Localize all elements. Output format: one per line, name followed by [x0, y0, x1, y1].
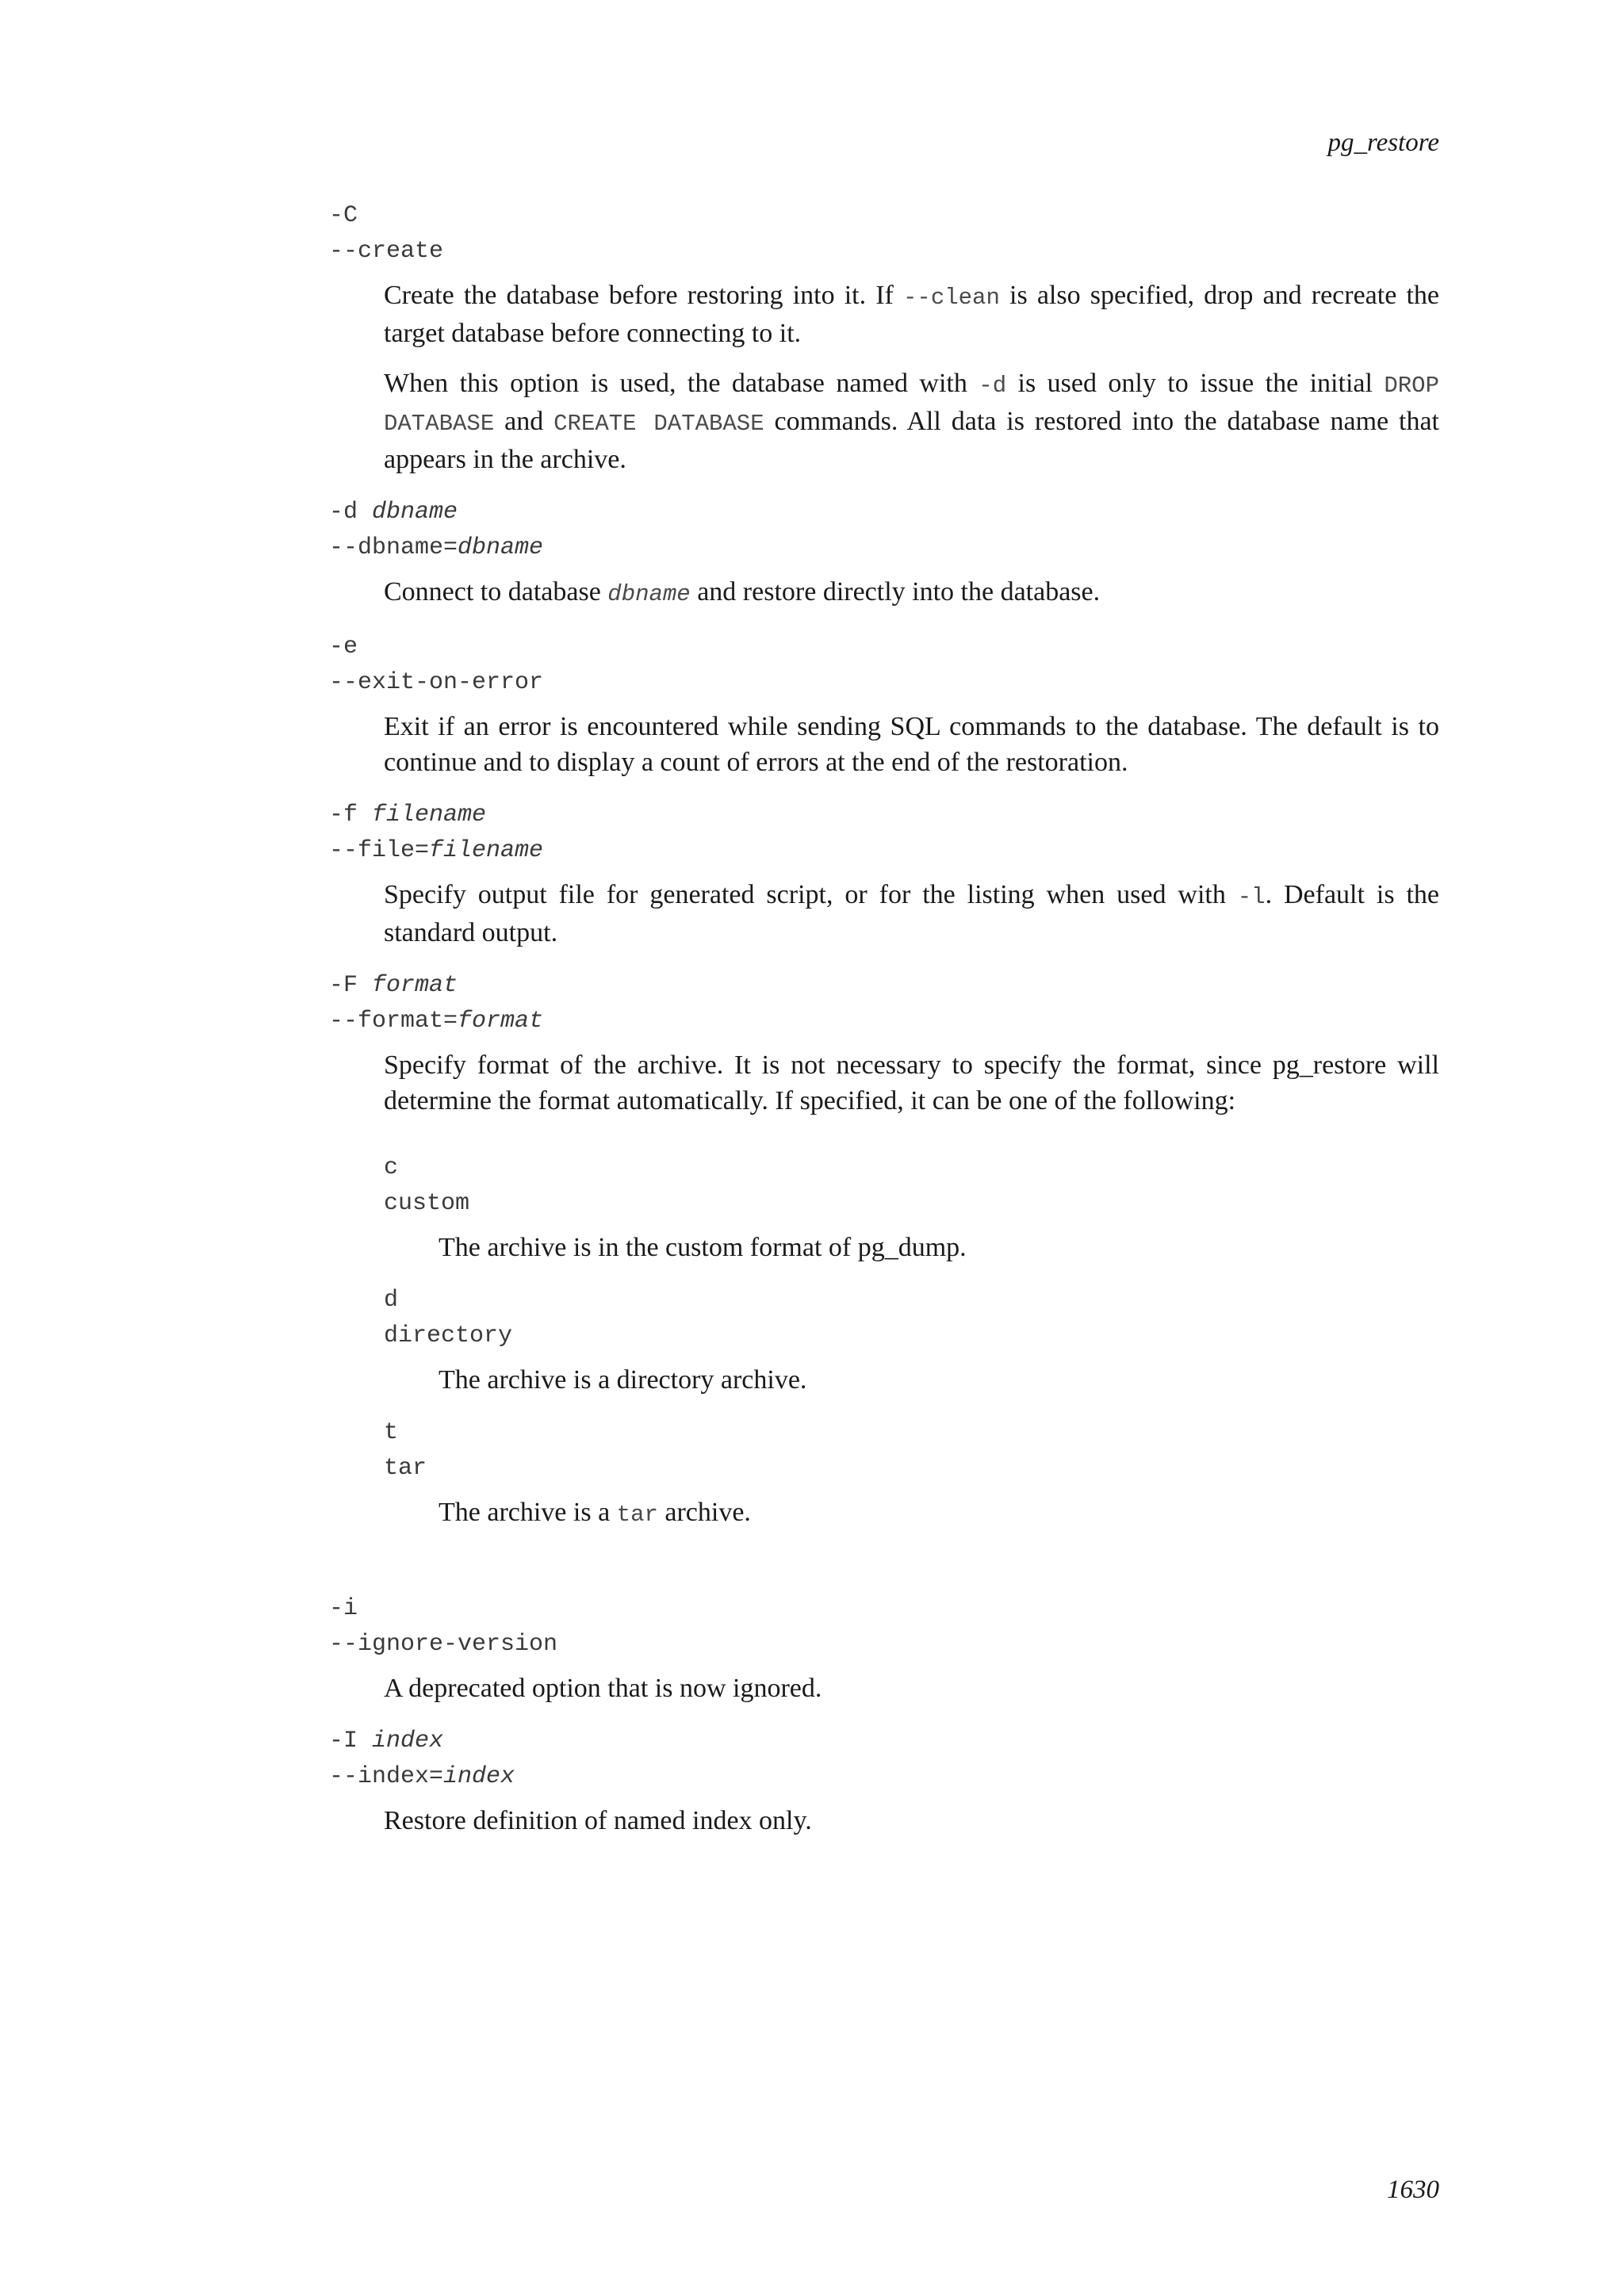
option-short — [329, 1724, 1439, 1759]
argument: filename — [429, 837, 544, 864]
inline-code — [607, 581, 690, 607]
format-long: custom — [384, 1190, 470, 1217]
flag: --index= — [329, 1763, 444, 1790]
option-short: -C — [329, 202, 358, 229]
option-create-description — [384, 277, 1439, 477]
option-short — [329, 798, 1439, 833]
running-header: pg_restore — [1327, 128, 1439, 157]
text: archive. — [657, 1498, 751, 1527]
option-index-description — [384, 1803, 1439, 1839]
text: The archive is a — [439, 1498, 617, 1527]
text: and — [494, 407, 554, 436]
option-index — [329, 1724, 1439, 1839]
option-format-description — [384, 1047, 1439, 1533]
argument: format — [458, 1008, 544, 1035]
option-long: --ignore-version — [329, 1631, 558, 1658]
argument: index — [372, 1728, 444, 1755]
flag: --file= — [329, 837, 430, 864]
text: commands. All data is restored into the database name that appears in the archive. — [384, 407, 1440, 474]
option-long — [329, 833, 1439, 869]
format-short: t — [384, 1419, 399, 1446]
format-description — [439, 1494, 1439, 1533]
paragraph — [384, 365, 1439, 477]
text: is also specified, drop and recreate the target database before connecting to it. — [384, 281, 1439, 348]
paragraph — [439, 1230, 1439, 1265]
paragraph — [439, 1362, 1439, 1398]
option-short — [329, 495, 1439, 530]
option-list — [329, 198, 1439, 1856]
inline-code: tar — [616, 1502, 658, 1528]
option-format — [329, 968, 1439, 1533]
argument: format — [372, 972, 458, 999]
format-description — [439, 1362, 1439, 1398]
argument: filename — [372, 802, 487, 828]
option-exit-on-error — [329, 629, 1439, 780]
format-term — [384, 1150, 1439, 1222]
option-dbname — [329, 495, 1439, 612]
option-file-description — [384, 877, 1439, 951]
text: Specify output file for generated script, or for the listing when used with — [384, 880, 1238, 909]
flag: --dbname= — [329, 534, 458, 561]
option-exit-on-error-term — [329, 629, 1439, 701]
text: . Default is the standard output. — [384, 880, 1439, 947]
option-create-term — [329, 198, 1439, 270]
format-item-tar — [384, 1415, 1439, 1533]
option-file-term — [329, 798, 1439, 869]
text: Connect to database — [384, 577, 608, 607]
inline-code: --clean — [903, 285, 1000, 311]
format-long: directory — [384, 1322, 513, 1349]
option-long — [329, 1759, 1439, 1795]
flag: --format= — [329, 1008, 458, 1035]
format-item-directory — [384, 1283, 1439, 1398]
paragraph: A deprecated option that is now ignored. — [384, 1674, 822, 1703]
option-long — [329, 1004, 1439, 1039]
paragraph — [384, 574, 1439, 612]
argument: dbname — [372, 499, 458, 526]
flag: -f — [329, 802, 373, 828]
spacer — [329, 1550, 1439, 1591]
paragraph — [439, 1494, 1439, 1533]
text: The archive is a directory archive. — [439, 1365, 807, 1395]
argument: dbname — [458, 534, 544, 561]
option-short: -e — [329, 633, 358, 660]
paragraph — [384, 877, 1439, 951]
text: Create the database before restoring into it. If — [384, 281, 904, 310]
flag: -d — [329, 499, 373, 526]
argument: index — [443, 1763, 515, 1790]
format-short: d — [384, 1287, 399, 1314]
option-ignore-version-term — [329, 1591, 1439, 1663]
option-file — [329, 798, 1439, 951]
option-dbname-description — [384, 574, 1439, 612]
argument: dbname — [607, 581, 691, 607]
paragraph: Exit if an error is encountered while sending SQL commands to the database. The default is to continue and to display a count of errors at the end of the restoration. — [384, 712, 1439, 777]
option-exit-on-error-description — [384, 709, 1439, 780]
option-long: --exit-on-error — [329, 669, 544, 696]
option-ignore-version-description — [384, 1670, 1439, 1706]
format-short: c — [384, 1154, 399, 1181]
flag: -F — [329, 972, 373, 999]
inline-code: CREATE DATABASE — [553, 411, 764, 437]
option-short — [329, 968, 1439, 1004]
text: and restore directly into the database. — [690, 577, 1101, 607]
inline-code: -l — [1237, 884, 1266, 910]
text: When this option is used, the database named with — [384, 369, 979, 398]
page-number: 1630 — [1387, 2175, 1439, 2204]
format-term — [384, 1415, 1439, 1487]
paragraph: Specify format of the archive. It is not necessary to specify the format, since pg_restore will determine the format automatically. If specified, it can be one of the following: — [384, 1050, 1439, 1115]
format-long: tar — [384, 1455, 427, 1482]
paragraph: Restore definition of named index only. — [384, 1806, 812, 1835]
option-format-term — [329, 968, 1439, 1039]
text: The archive is in the custom format of pg_dump. — [439, 1233, 967, 1262]
flag: -I — [329, 1728, 373, 1755]
format-term — [384, 1283, 1439, 1354]
option-long: --create — [329, 238, 444, 265]
inline-code: -d — [979, 373, 1007, 399]
option-ignore-version — [329, 1591, 1439, 1706]
format-list — [384, 1150, 1439, 1533]
option-create — [329, 198, 1439, 477]
option-index-term — [329, 1724, 1439, 1795]
format-item-custom — [384, 1150, 1439, 1265]
option-short: -i — [329, 1595, 358, 1622]
inline-code: DROP DATABASE — [384, 373, 1439, 437]
option-dbname-term — [329, 495, 1439, 566]
option-long — [329, 530, 1439, 566]
format-description — [439, 1230, 1439, 1265]
text: is used only to issue the initial — [1006, 369, 1385, 398]
paragraph — [384, 277, 1439, 351]
